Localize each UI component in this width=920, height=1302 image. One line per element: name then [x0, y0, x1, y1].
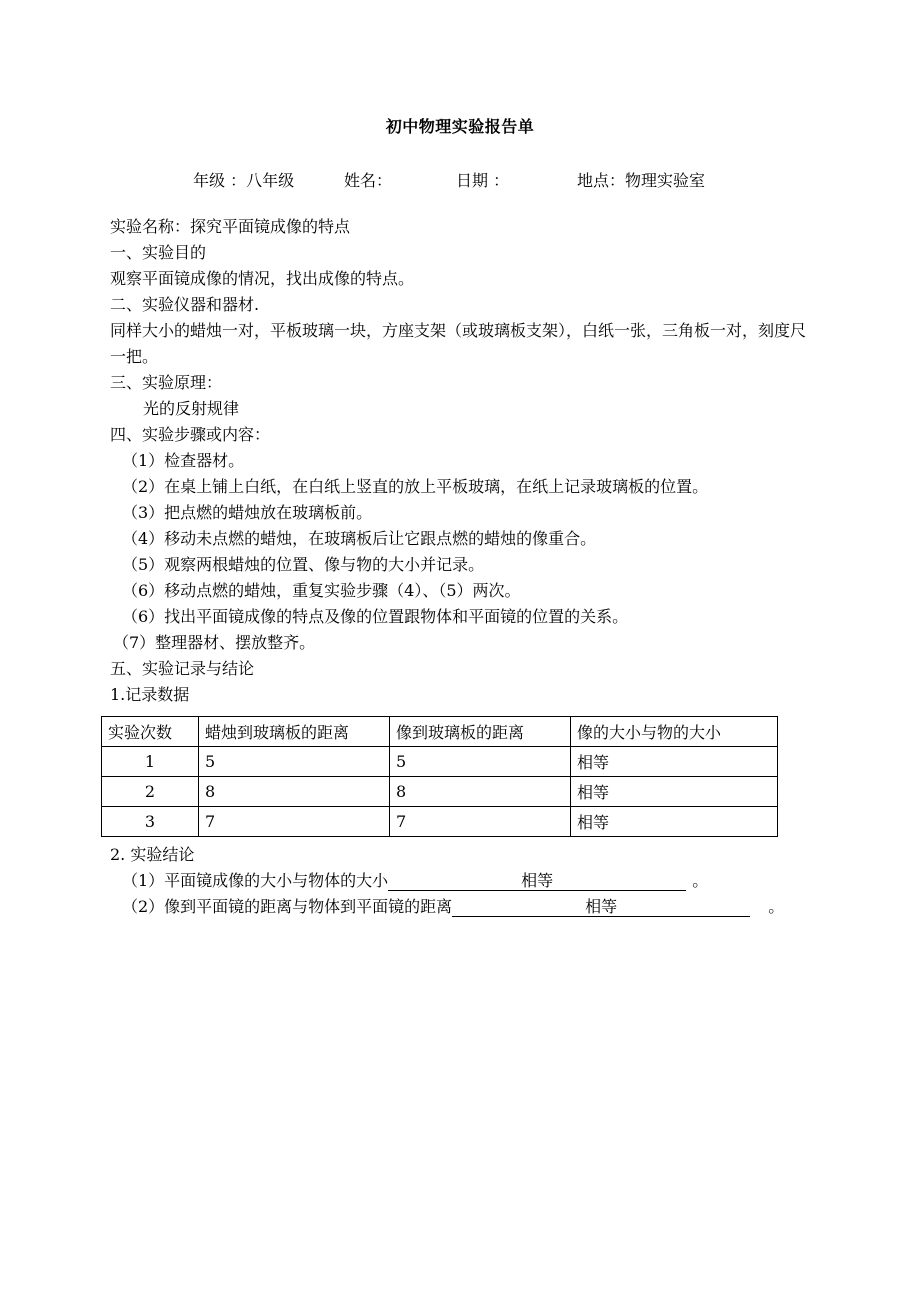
steps-heading: 四、实验步骤或内容：: [110, 425, 271, 444]
step-item: （1）检查器材。: [122, 451, 245, 470]
table-header-cell: 蜡烛到玻璃板的距离: [199, 717, 390, 747]
table-row: [102, 747, 778, 777]
location-field: 地点：物理实验室: [577, 171, 706, 190]
table-cell: 5: [199, 747, 390, 777]
conclusion-item-2: [110, 894, 830, 920]
equipment-heading: 二、实验仪器和器材.: [110, 295, 260, 314]
step-item: （5）观察两根蜡烛的位置、像与物的大小并记录。: [122, 555, 485, 574]
table-cell: 7: [199, 807, 390, 837]
table-cell: 5: [390, 747, 571, 777]
table-row: [102, 807, 778, 837]
conclusion-item-1-text: （1）平面镜成像的大小与物体的大小: [122, 871, 389, 890]
report-meta: [0, 168, 920, 192]
purpose-heading: 一、实验目的: [110, 243, 207, 262]
date-field: 日期 ：: [456, 171, 510, 190]
conclusion-section: [110, 842, 830, 920]
name-field: 姓名：: [344, 171, 393, 190]
table-cell: 相等: [571, 747, 778, 777]
principle-heading: 三、实验原理：: [110, 373, 223, 392]
table-cell: 3: [102, 807, 199, 837]
record-heading: 五、实验记录与结论: [110, 659, 255, 678]
equipment-text: 同样大小的蜡烛一对，平板玻璃一块，方座支架（或玻璃板支架），白纸一张，三角板一对，刻度尺一把。: [110, 321, 807, 366]
table-cell: 1: [102, 747, 199, 777]
data-table: [101, 716, 778, 837]
table-cell: 7: [390, 807, 571, 837]
conclusion-heading: 2. 实验结论: [110, 845, 195, 864]
conclusion-item-2-answer: 相等: [452, 896, 750, 917]
conclusion-item-2-text: （2）像到平面镜的距离与物体到平面镜的距离: [122, 897, 453, 916]
table-cell: 相等: [571, 777, 778, 807]
principle-text: 光的反射规律: [143, 399, 240, 418]
table-cell: 相等: [571, 807, 778, 837]
purpose-text: 观察平面镜成像的情况，找出成像的特点。: [110, 269, 415, 288]
table-header-cell: 像到玻璃板的距离: [390, 717, 571, 747]
step-item: （6）移动点燃的蜡烛，重复实验步骤（4）、（5）两次。: [122, 581, 521, 600]
grade-field: 年级 ：八年级: [193, 171, 295, 190]
table-row: [102, 777, 778, 807]
page-title: 初中物理实验报告单: [385, 117, 535, 136]
table-header-row: [102, 717, 778, 747]
experiment-name: 实验名称：探究平面镜成像的特点: [110, 217, 351, 236]
step-item: （7）整理器材、摆放整齐。: [113, 633, 316, 652]
table-header-cell: 实验次数: [102, 717, 199, 747]
table-cell: 2: [102, 777, 199, 807]
step-item: （2）在桌上铺上白纸，在白纸上竖直的放上平板玻璃，在纸上记录玻璃板的位置。: [122, 477, 709, 496]
step-item: （6）找出平面镜成像的特点及像的位置跟物体和平面镜的位置的关系。: [122, 607, 629, 626]
conclusion-item-2-end: 。: [768, 897, 785, 916]
step-item: （4）移动未点燃的蜡烛，在玻璃板后让它跟点燃的蜡烛的像重合。: [122, 529, 597, 548]
table-cell: 8: [390, 777, 571, 807]
conclusion-item-1-answer: 相等: [388, 870, 686, 891]
conclusion-item-1-end: 。: [692, 871, 709, 890]
table-header-cell: 像的大小与物的大小: [571, 717, 778, 747]
table-cell: 8: [199, 777, 390, 807]
conclusion-item-1: [110, 868, 830, 894]
step-item: （3）把点燃的蜡烛放在玻璃板前。: [122, 503, 373, 522]
record-subheading: 1.记录数据: [110, 685, 190, 704]
report-body: [110, 214, 820, 708]
